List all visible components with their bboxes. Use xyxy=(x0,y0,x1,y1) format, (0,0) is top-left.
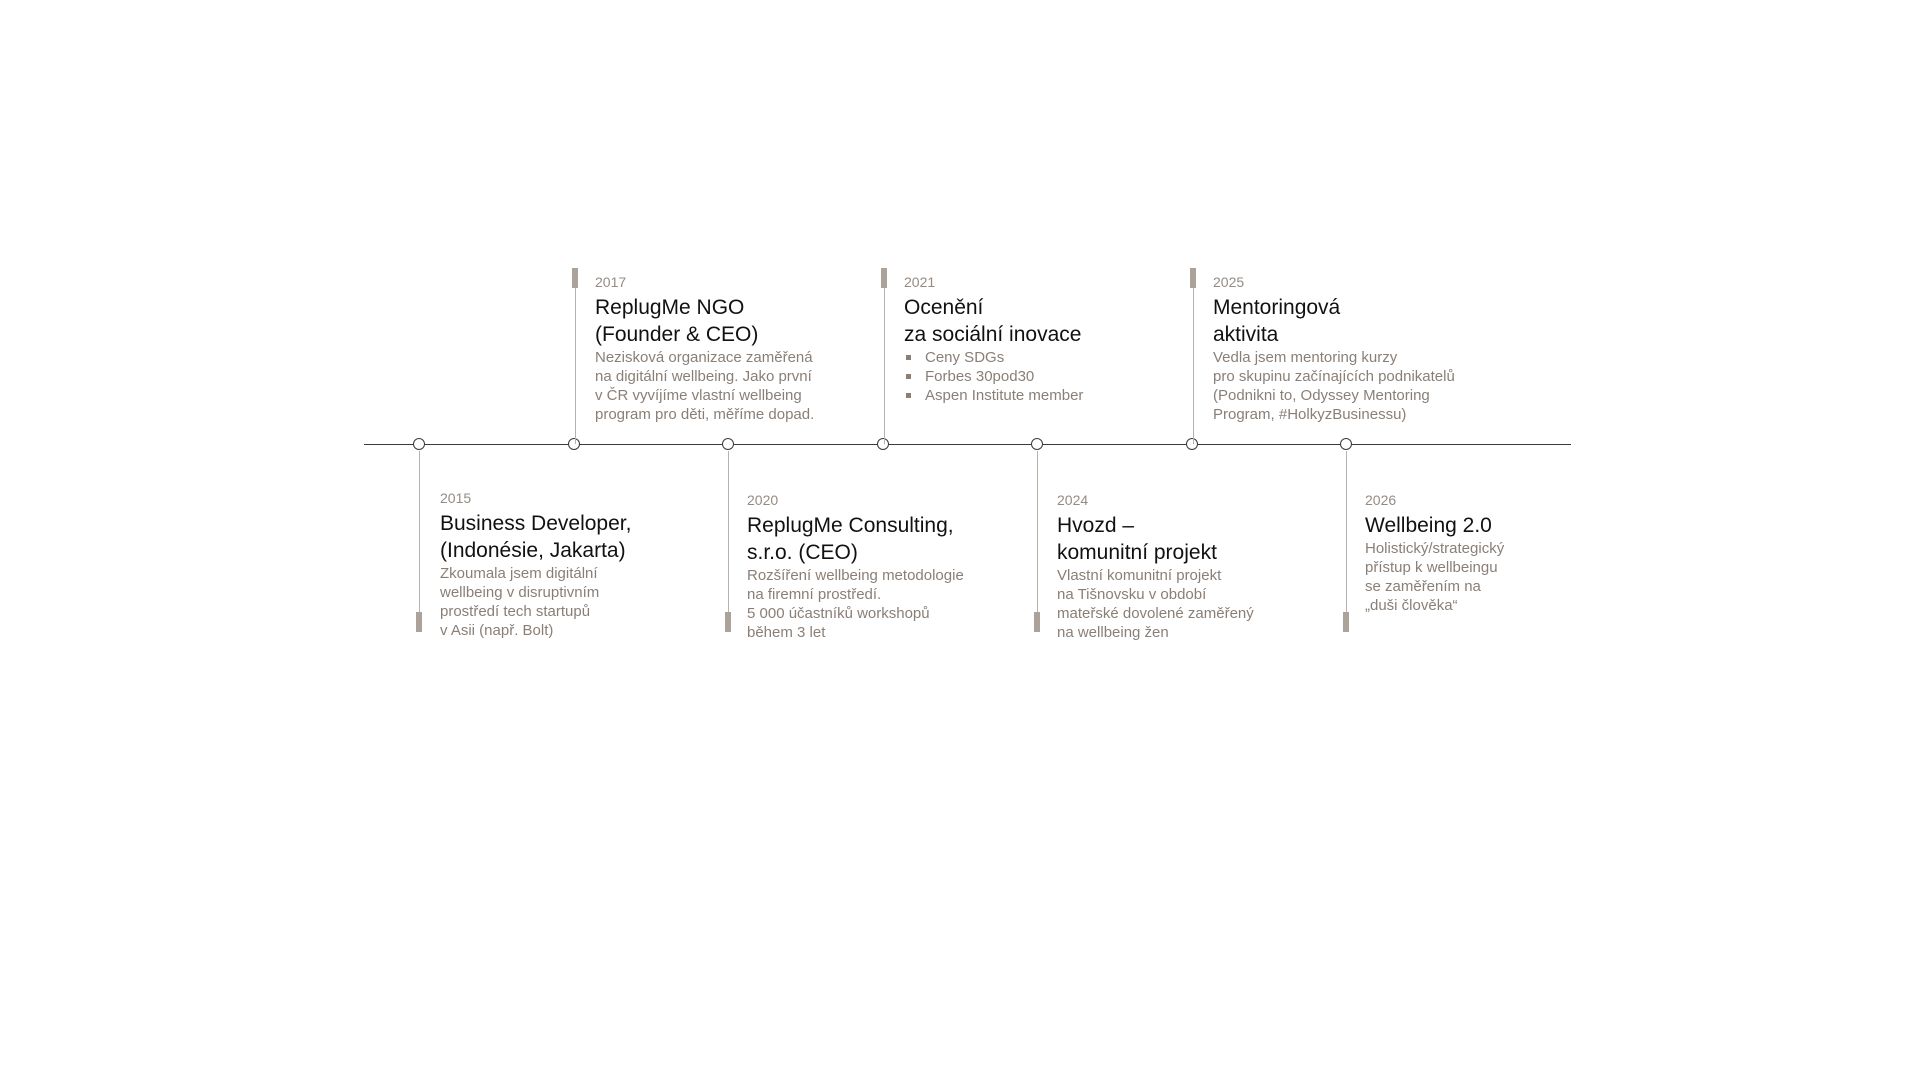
event-description: Nezisková organizace zaměřená na digitální wellbeing. Jako první v ČR vyvíjíme vlastní wellbeing program pro děti, měříme dopad. xyxy=(595,349,815,423)
bullet-item: Forbes 30pod30 xyxy=(904,367,1184,386)
event-title: Wellbeing 2.0 xyxy=(1365,514,1492,537)
timeline-node-2024 xyxy=(1031,438,1043,450)
timeline-stem-2026 xyxy=(1346,451,1347,632)
timeline-node-2015 xyxy=(413,438,425,450)
timeline-event-2026 xyxy=(1365,491,1565,615)
timeline-node-2020 xyxy=(722,438,734,450)
event-title: Mentoringová aktivita xyxy=(1213,296,1341,346)
event-description: Rozšíření wellbeing metodologie na firemní prostředí. 5 000 účastníků workshopů během 3 let xyxy=(747,567,964,641)
event-year: 2017 xyxy=(595,274,627,290)
timeline-stem-2024 xyxy=(1037,451,1038,632)
timeline-marker-2021 xyxy=(881,268,887,288)
timeline-node-2021 xyxy=(877,438,889,450)
timeline-marker-2025 xyxy=(1190,268,1196,288)
event-year: 2025 xyxy=(1213,274,1245,290)
event-description: Holistický/strategický přístup k wellbeingu se zaměřením na „duši člověka“ xyxy=(1365,540,1505,614)
timeline-node-2026 xyxy=(1340,438,1352,450)
timeline-event-2021 xyxy=(904,273,1184,405)
timeline-stem-2025 xyxy=(1193,268,1194,444)
event-year: 2024 xyxy=(1057,492,1089,508)
timeline-axis xyxy=(364,444,1571,445)
timeline-node-2017 xyxy=(568,438,580,450)
event-title: ReplugMe Consulting, s.r.o. (CEO) xyxy=(747,514,954,564)
event-description: Zkoumala jsem digitální wellbeing v disruptivním prostředí tech startupů v Asii (např. Bolt) xyxy=(440,565,600,639)
timeline-event-2025 xyxy=(1213,273,1513,424)
event-title: ReplugMe NGO (Founder & CEO) xyxy=(595,296,759,346)
bullet-item: Aspen Institute member xyxy=(904,386,1184,405)
timeline-event-2017 xyxy=(595,273,875,424)
timeline-stem-2021 xyxy=(884,268,885,444)
bullet-item: Ceny SDGs xyxy=(904,348,1184,367)
timeline-marker-2026 xyxy=(1343,612,1349,632)
timeline-marker-2017 xyxy=(572,268,578,288)
event-year: 2021 xyxy=(904,274,936,290)
timeline-marker-2015 xyxy=(416,612,422,632)
timeline-stem-2017 xyxy=(575,268,576,444)
timeline-node-2025 xyxy=(1186,438,1198,450)
timeline-stem-2020 xyxy=(728,451,729,632)
timeline-event-2020 xyxy=(747,491,1027,642)
timeline-marker-2024 xyxy=(1034,612,1040,632)
event-year: 2026 xyxy=(1365,492,1397,508)
timeline-marker-2020 xyxy=(725,612,731,632)
event-title: Hvozd – komunitní projekt xyxy=(1057,514,1217,564)
event-title: Business Developer, (Indonésie, Jakarta) xyxy=(440,512,632,562)
event-year: 2015 xyxy=(440,490,472,506)
timeline-event-2024 xyxy=(1057,491,1337,642)
event-title: Ocenění za sociální inovace xyxy=(904,296,1082,346)
event-description: Vedla jsem mentoring kurzy pro skupinu začínajících podnikatelů (Podnikni to, Odyssey Mentoring Program, #HolkyzBusinessu) xyxy=(1213,349,1455,423)
timeline-event-2015 xyxy=(440,489,720,640)
event-description: Vlastní komunitní projekt na Tišnovsku v období mateřské dovolené zaměřený na wellbeing žen xyxy=(1057,567,1254,641)
event-year: 2020 xyxy=(747,492,779,508)
timeline-stem-2015 xyxy=(419,451,420,632)
event-bullet-list xyxy=(904,348,1184,405)
